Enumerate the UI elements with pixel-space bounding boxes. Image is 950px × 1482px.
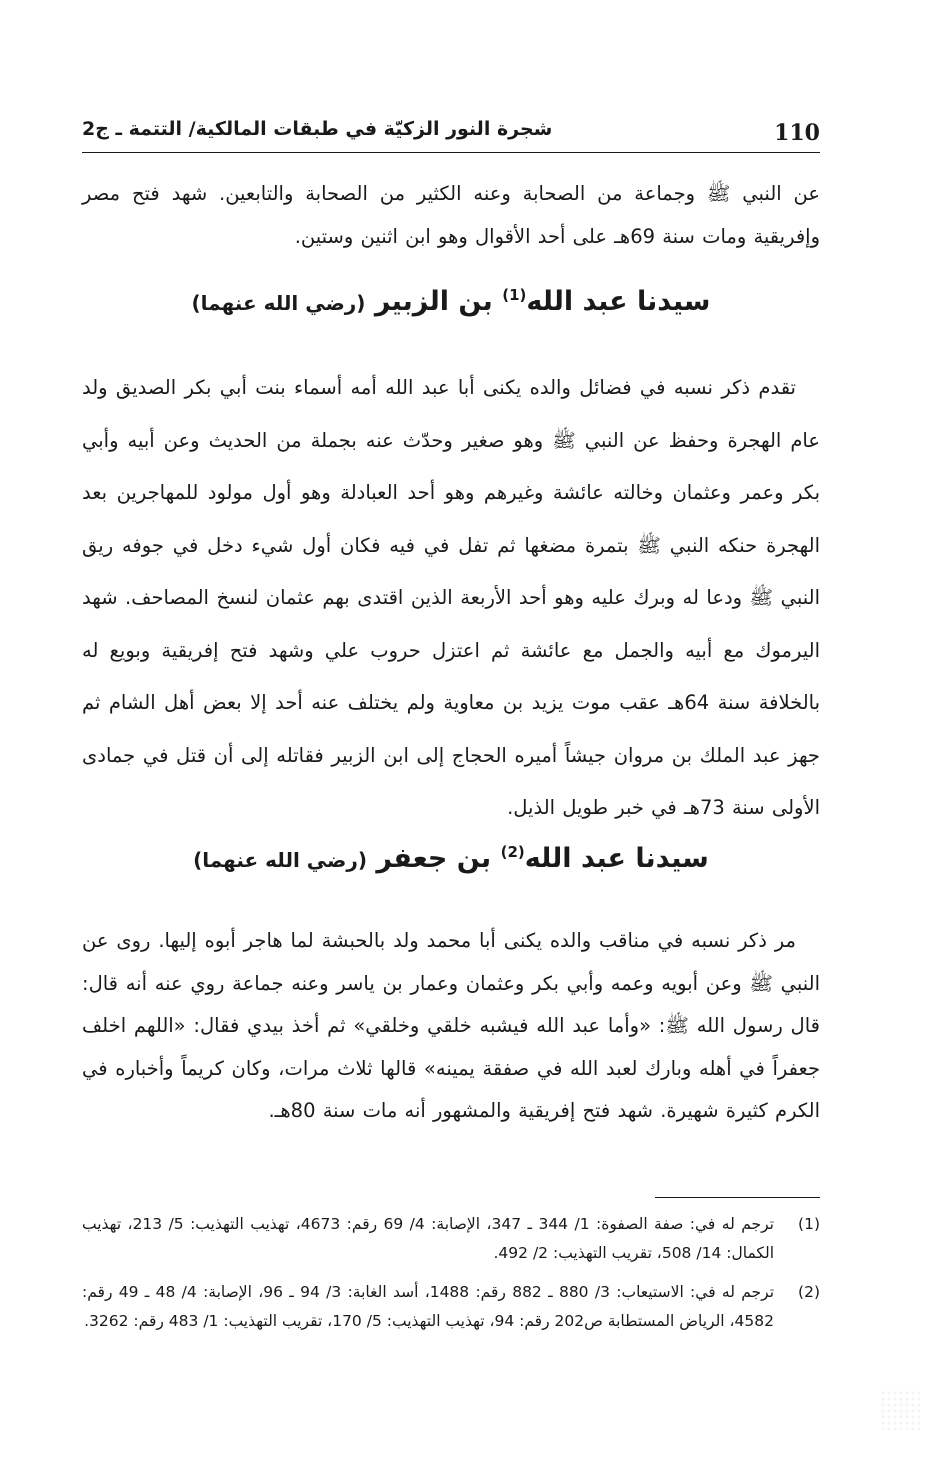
heading-title-end: بن الزبير [365,286,503,317]
heading-title-start: سيدنا عبد الله [524,843,709,874]
heading-honorific: (رضي الله عنهما) [191,291,366,315]
section-body-ibn-zubayr: تقدم ذكر نسبه في فضائل والده يكنى أبا عبد الله أمه أسماء بنت أبي بكر الصديق ولد عام الهجرة وحفظ عن النبي ﷺ وهو صغير وحدّث عنه بجملة من الحديث وعن أبيه وأبي بكر وعمر وعثمان وخالته عائشة وغيرهم وهو أحد العبادلة وهو أول مولود للمهاجرين بعد الهجرة حنكه النبي ﷺ بتمرة مضغها ثم تفل في فيه فكان أول شيء دخل في جوفه ريق النبي ﷺ ودعا له وبرك عليه وهو أحد الأربعة الذين اقتدى بهم عثمان لنسخ المصاحف. شهد اليرموك مع أبيه والجمل مع عائشة ثم اعتزل حروب علي وشهد فتح إفريقية وبويع له بالخلافة سنة 64هـ عقب موت يزيد بن معاوية ولم يختلف عنه أحد إلا بعض أهل الشام ثم جهز عبد الملك بن مروان جيشاً أميره الحجاج إلى ابن الزبير فقاتله إلى أن قتل في جمادى الأولى سنة 73هـ في خبر طويل الذيل. [82,376,820,819]
heading-title-start: سيدنا عبد الله [526,286,711,317]
footnote-separator [655,1197,820,1198]
page-number: 110 [774,120,820,146]
section-heading-ibn-zubayr [82,286,820,317]
heading-honorific: (رضي الله عنهما) [193,848,368,872]
section-heading-ibn-jafar [82,843,820,874]
intro-paragraph: عن النبي ﷺ وجماعة من الصحابة وعنه الكثير من الصحابة والتابعين. شهد فتح مصر وإفريقية ومات سنة 69هـ على أحد الأقوال وهو ابن اثنين وستين. [82,182,820,248]
page-header [82,112,820,153]
footnote-ref[interactable]: (1) [502,286,527,304]
scan-artifact [880,1390,920,1430]
footnote-2 [82,1278,820,1336]
footnote-text: ترجم له في: صفة الصفوة: 1/ 344 ـ 347، الإصابة: 4/ 69 رقم: 4673، تهذيب التهذيب: 5/ 213، تهذيب الكمال: 14/ 508، تقريب التهذيب: 2/ 492. [82,1215,774,1262]
footnote-1 [82,1210,820,1268]
heading-title-end: بن جعفر [367,843,501,874]
footnote-text: ترجم له في: الاستيعاب: 3/ 880 ـ 882 رقم: 1488، أسد الغابة: 3/ 94 ـ 96، الإصابة: 4/ 48 ـ 49 رقم: 4582، الرياض المستطابة ص202 رقم: 94، تهذيب التهذيب: 5/ 170، تقريب التهذيب: 1/ 483 رقم: 3262. [82,1283,775,1330]
footnote-number: (1) [798,1215,820,1233]
footnote-ref[interactable]: (2) [500,843,525,861]
footnote-number: (2) [798,1283,820,1301]
section-body-ibn-jafar: مر ذكر نسبه في مناقب والده يكنى أبا محمد ولد بالحبشة لما هاجر أبوه إليها. روى عن النبي ﷺ وعن أبويه وعمه وأبي بكر وعثمان وعمار بن ياسر وعنه جماعة روي عنه أنه قال: قال رسول الله ﷺ: «وأما عبد الله فيشبه خلقي وخلقي» ثم أخذ بيدي فقال: «اللهم اخلف جعفراً في أهله وبارك لعبد الله في صفقة يمينه» قالها ثلاث مرات، وكان كريماً وأخباره في الكرم كثيرة شهيرة. شهد فتح إفريقية والمشهور أنه مات سنة 80هـ. [82,929,820,1122]
running-title: شجرة النور الزكيّة في طبقات المالكية/ التتمة ـ ج2 [82,118,553,140]
